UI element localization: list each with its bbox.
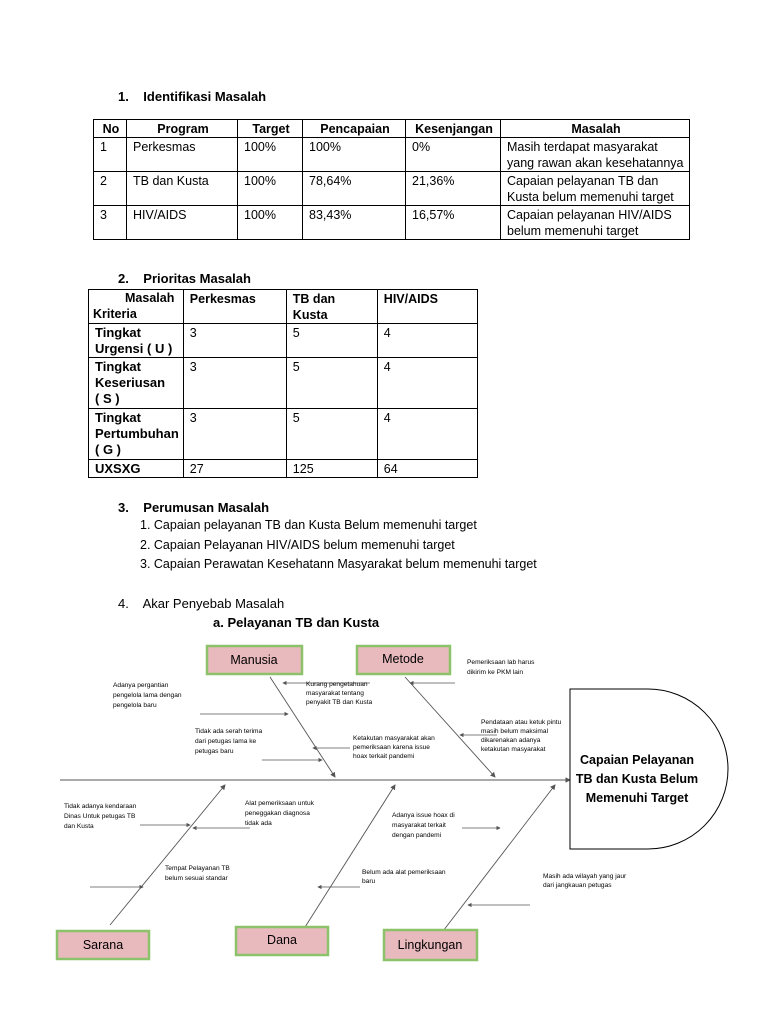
cause-d1: [245, 800, 315, 827]
cause-line: pemeriksaan karena issue: [353, 744, 430, 751]
cause-line: Pendataan atau ketuk pintu: [481, 719, 562, 726]
bone-lingkungan: [440, 785, 555, 935]
head-line: Memenuhi Target: [585, 791, 689, 805]
cause-line: dari petugas lama ke: [195, 738, 257, 745]
cause-line: Belum ada alat pemeriksaan: [362, 869, 446, 876]
cell-value: 3: [183, 409, 286, 460]
category-label: Manusia: [230, 653, 278, 667]
cause-line: dan Kusta: [64, 823, 94, 830]
cell-masalah-line: yang rawan akan kesehatannya: [507, 156, 684, 170]
section4-number: 4.: [118, 596, 129, 611]
cause-line: belum sesuai standar: [165, 875, 228, 882]
cell-value: 27: [183, 460, 286, 478]
cause-line: Tidak ada serah terima: [195, 728, 263, 735]
section2-heading: [118, 271, 251, 286]
col-header-kesenjangan: Kesenjangan: [406, 120, 501, 138]
category-metode: [357, 646, 450, 674]
cause-line: masih belum maksimal: [481, 728, 549, 735]
category-manusia: [207, 646, 302, 674]
cause-line: peneggakan diagnosa: [245, 810, 310, 817]
section4-title: Akar Penyebab Masalah: [142, 596, 285, 611]
head-line: TB dan Kusta Belum: [575, 772, 699, 786]
col-header-program: Program: [127, 120, 238, 138]
cause-line: dari jangkauan petugas: [543, 882, 612, 889]
cause-line: dengan pandemi: [392, 832, 442, 839]
table-header-row: [94, 120, 690, 138]
cell-program: TB dan Kusta: [127, 172, 238, 206]
row-label-line: Tingkat: [95, 410, 141, 425]
cell-value: 125: [286, 460, 377, 478]
cell-program: Perkesmas: [127, 138, 238, 172]
cause-line: pengelola baru: [113, 702, 157, 709]
cause-m3: [195, 728, 263, 755]
corner-bottom-label: Kriteria: [93, 307, 137, 321]
row-label: UXSXG: [89, 460, 184, 478]
cell-value: 5: [286, 324, 377, 358]
cause-line: masyarakat tentang: [306, 690, 364, 697]
table-row: [89, 324, 478, 358]
cause-line: Masih ada wilayah yang jaur: [543, 873, 627, 880]
section4-subheading: a. Pelayanan TB dan Kusta: [213, 615, 380, 630]
section2-title: Prioritas Masalah: [143, 271, 251, 286]
cell-kesenjangan: 16,57%: [406, 206, 501, 240]
category-sarana: [57, 931, 149, 959]
col-header-no: No: [94, 120, 127, 138]
section3-heading: [118, 500, 269, 515]
category-lingkungan: [384, 930, 477, 960]
col-header-perkesmas: Perkesmas: [183, 290, 286, 324]
cause-l2: [543, 873, 627, 889]
col-header-masalah: Masalah: [501, 120, 690, 138]
cause-t2: [481, 719, 562, 753]
cell-target: 100%: [238, 138, 303, 172]
section1-heading: [118, 89, 266, 104]
cell-pencapaian: 100%: [303, 138, 406, 172]
cell-value: 5: [286, 409, 377, 460]
row-label: [89, 358, 184, 409]
cause-s1: [64, 803, 137, 830]
row-label-line: Tingkat: [95, 325, 141, 340]
cell-masalah-line: Masih terdapat masyarakat: [507, 140, 658, 154]
cause-l1: [392, 812, 455, 839]
cell-no: 3: [94, 206, 127, 240]
cause-line: tidak ada: [245, 820, 272, 827]
cause-t1: [467, 659, 535, 676]
cause-d2: [362, 869, 446, 885]
category-dana: [236, 927, 328, 955]
cause-m1: [113, 682, 182, 709]
cause-line: Dinas Untuk petugas TB: [64, 813, 136, 820]
table-row: [89, 358, 478, 409]
bone-dana: [300, 785, 395, 935]
cell-masalah: [501, 138, 690, 172]
cell-pencapaian: 78,64%: [303, 172, 406, 206]
cell-target: 100%: [238, 172, 303, 206]
cause-line: dikirim ke PKM lain: [467, 669, 524, 676]
cause-line: Adanya issue hoax di: [392, 812, 455, 819]
fishbone-head: [570, 689, 728, 849]
cell-no: 2: [94, 172, 127, 206]
col-header-hiv-aids: HIV/AIDS: [377, 290, 477, 324]
cell-value: 4: [377, 324, 477, 358]
row-label-line: ( S ): [95, 391, 120, 406]
cell-kesenjangan: 0%: [406, 138, 501, 172]
row-label-line: Keseriusan: [95, 375, 166, 390]
cell-masalah: [501, 172, 690, 206]
table-row: [89, 409, 478, 460]
cell-value: 3: [183, 324, 286, 358]
cell-value: 5: [286, 358, 377, 409]
cell-value: 4: [377, 409, 477, 460]
corner-top-label: Masalah: [125, 291, 175, 305]
section1-number: 1.: [118, 89, 129, 104]
section2-number: 2.: [118, 271, 129, 286]
cause-m4: [353, 735, 435, 760]
row-label: [89, 409, 184, 460]
cause-s2: [165, 865, 230, 882]
row-label-line: Pertumbuhan: [95, 426, 179, 441]
cell-value: 64: [377, 460, 477, 478]
cause-line: pengelola lama dengan: [113, 692, 182, 699]
col-header-pencapaian: Pencapaian: [303, 120, 406, 138]
category-label: Dana: [267, 933, 297, 947]
cell-masalah-line: Capaian pelayanan HIV/AIDS: [507, 208, 672, 222]
cell-masalah: [501, 206, 690, 240]
cause-line: Pemeriksaan lab harus: [467, 659, 535, 666]
category-label: Metode: [382, 652, 424, 666]
cause-line: Kurang pengetahuan: [306, 681, 368, 688]
identification-table: [93, 119, 690, 240]
row-label-line: Urgensi ( U ): [95, 341, 173, 356]
cause-line: penyakit TB dan Kusta: [306, 699, 373, 706]
cause-m2: [306, 681, 373, 706]
table-header-row: [89, 290, 478, 324]
table-row: [94, 172, 690, 206]
cause-line: Ketakutan masyarakat akan: [353, 735, 435, 742]
cell-value: 3: [183, 358, 286, 409]
cause-line: dikarenakan adanya: [481, 737, 541, 744]
cause-line: Tempat Pelayanan TB: [165, 865, 230, 872]
bone-metode: [405, 677, 495, 777]
table-row: [94, 138, 690, 172]
head-line: Capaian Pelayanan: [580, 753, 694, 767]
row-label-line: ( G ): [95, 442, 121, 457]
section3-number: 3.: [118, 500, 129, 515]
cause-line: Adanya pergantian: [113, 682, 169, 689]
table-row: [89, 460, 478, 478]
cell-kesenjangan: 21,36%: [406, 172, 501, 206]
priority-table: [88, 289, 478, 478]
row-label-line: Tingkat: [95, 359, 141, 374]
cell-pencapaian: 83,43%: [303, 206, 406, 240]
cause-line: Tidak adanya kendaraan: [64, 803, 137, 810]
col-header-target: Target: [238, 120, 303, 138]
cause-line: Alat pemeriksaan untuk: [245, 800, 314, 807]
cell-no: 1: [94, 138, 127, 172]
cause-line: petugas baru: [195, 748, 234, 755]
fishbone-diagram: [0, 635, 768, 1024]
problem-item: 3. Capaian Perawatan Kesehatann Masyarakat belum memenuhi target: [140, 557, 537, 571]
corner-cell: [89, 290, 184, 324]
cell-program: HIV/AIDS: [127, 206, 238, 240]
col-header-tb-kusta: TB dan Kusta: [286, 290, 377, 324]
cause-line: baru: [362, 878, 376, 885]
section4-heading: [118, 596, 284, 611]
problem-item: 1. Capaian pelayanan TB dan Kusta Belum memenuhi target: [140, 518, 477, 532]
section1-title: Identifikasi Masalah: [143, 89, 267, 104]
section3-title: Perumusan Masalah: [143, 500, 270, 515]
row-label: [89, 324, 184, 358]
table-row: [94, 206, 690, 240]
cell-masalah-line: Capaian pelayanan TB dan: [507, 174, 659, 188]
cell-value: 4: [377, 358, 477, 409]
cell-masalah-line: belum memenuhi target: [507, 224, 639, 238]
cause-line: ketakutan masyarakat: [481, 746, 546, 753]
category-label: Lingkungan: [397, 938, 463, 952]
cell-masalah-line: Kusta belum memenuhi target: [507, 190, 674, 204]
cell-target: 100%: [238, 206, 303, 240]
cause-line: hoax terkait pandemi: [353, 753, 415, 760]
problem-item: 2. Capaian Pelayanan HIV/AIDS belum memenuhi target: [140, 538, 455, 552]
cause-line: masyarakat terkait: [392, 822, 446, 829]
category-label: Sarana: [82, 938, 124, 952]
